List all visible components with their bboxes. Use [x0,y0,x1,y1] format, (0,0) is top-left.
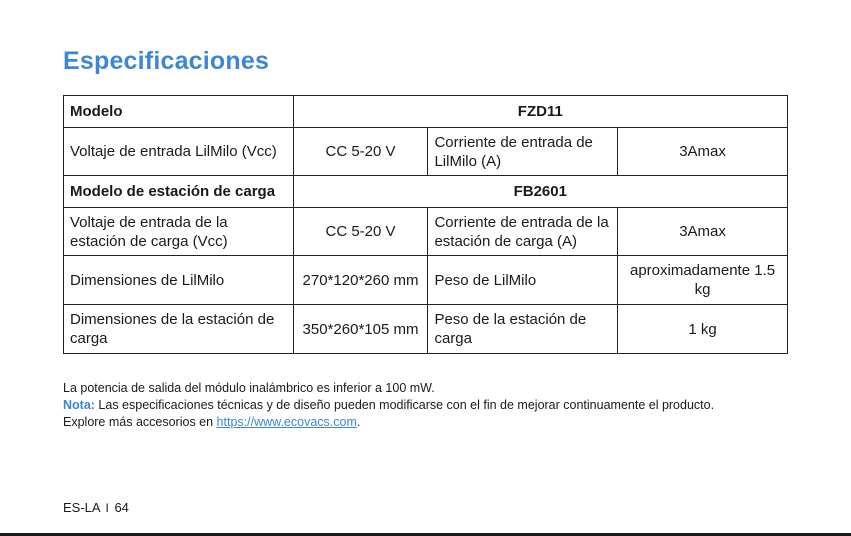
page-footer [63,500,129,515]
input-voltage-value: CC 5-20 V [293,128,428,176]
table-row-input-voltage [64,128,788,176]
input-voltage-label: Voltaje de entrada LilMilo (Vcc) [64,128,294,176]
station-model-value: FB2601 [293,176,787,208]
footer-separator: I [105,501,109,515]
weight-value: aproximadamente 1.5 kg [618,256,788,305]
accessories-suffix: . [356,415,361,429]
station-weight-label: Peso de la estación de carga [428,305,618,354]
page-title: Especificaciones [63,47,270,75]
model-label: Modelo [64,96,294,128]
table-row-dimensions [64,256,788,305]
input-current-label: Corriente de entrada de LilMilo (A) [428,128,618,176]
weight-label: Peso de LilMilo [428,256,618,305]
station-current-label: Corriente de entrada de la estación de carga (A) [428,208,618,256]
station-voltage-label: Voltaje de entrada de la estación de carga (Vcc) [64,208,294,256]
table-row-model [64,96,788,128]
accessories-note [63,414,714,431]
model-value: FZD11 [293,96,787,128]
station-model-label: Modelo de estación de carga [64,176,294,208]
nota-text: Las especificaciones técnicas y de diseño pueden modificarse con el fin de mejorar continuamente el producto. [94,398,715,412]
station-dimensions-value: 350*260*105 mm [293,305,428,354]
dimensions-value: 270*120*260 mm [293,256,428,305]
station-current-value: 3Amax [618,208,788,256]
dimensions-label: Dimensiones de LilMilo [64,256,294,305]
station-dimensions-label: Dimensiones de la estación de carga [64,305,294,354]
table-row-station-dimensions [64,305,788,354]
spec-note [63,397,714,414]
station-voltage-value: CC 5-20 V [293,208,428,256]
table-row-station-model [64,176,788,208]
input-current-value: 3Amax [618,128,788,176]
page-number: 64 [114,500,129,515]
notes-section [63,380,714,431]
table-row-station-voltage [64,208,788,256]
station-weight-value: 1 kg [618,305,788,354]
specifications-table [63,95,788,354]
power-note: La potencia de salida del módulo inalámbrico es inferior a 100 mW. [63,381,435,395]
accessories-text: Explore más accesorios en [63,415,217,429]
nota-label: Nota: [63,398,95,412]
ecovacs-link[interactable]: https://www.ecovacs.com [216,415,357,429]
language-code: ES-LA [63,500,100,515]
